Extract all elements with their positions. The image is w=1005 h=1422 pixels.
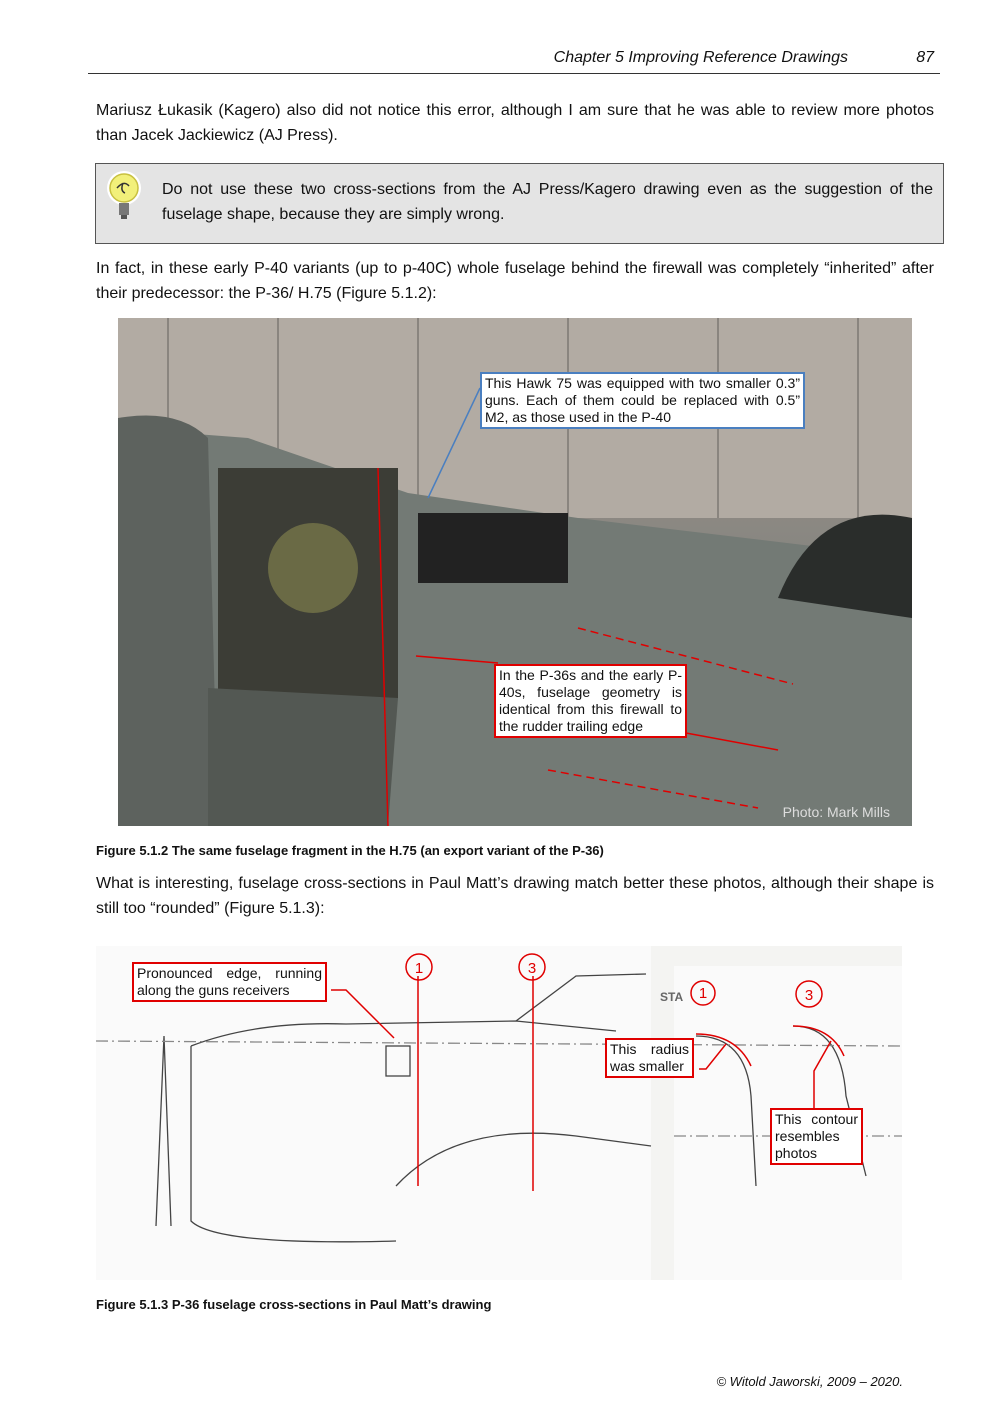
paragraph: What is interesting, fuselage cross-sections in Paul Matt’s drawing match better these photos, although their shape is still too “rounded” (Figure 5.1.3):: [96, 875, 934, 917]
photo-credit: Photo: Mark Mills: [782, 804, 890, 820]
copyright-footer: © Witold Jaworski, 2009 – 2020.: [716, 1374, 903, 1389]
section-marker: 3: [527, 960, 537, 977]
chapter-title: Chapter 5 Improving Reference Drawings: [553, 49, 848, 66]
section-marker: 1: [414, 960, 424, 977]
tip-box: [95, 163, 944, 244]
figure-caption: Figure 5.1.2 The same fuselage fragment in the H.75 (an export variant of the P-36): [96, 843, 604, 858]
lightbulb-icon: [104, 170, 144, 226]
paragraph: Mariusz Łukasik (Kagero) also did not notice this error, although I am sure that he was able to review more photos than Jacek Jackiewicz (AJ Press).: [96, 102, 934, 144]
page-number: 87: [916, 49, 934, 66]
section-marker: 3: [804, 987, 814, 1004]
page-header: [88, 48, 940, 74]
annotation-edge: Pronounced edge, running along the guns receivers: [132, 962, 327, 1002]
annotation-contour: This contour resembles photos: [770, 1108, 863, 1165]
figure-drawing: [96, 946, 902, 1280]
section-marker: 1: [698, 985, 708, 1002]
annotation-guns: This Hawk 75 was equipped with two smaller 0.3” guns. Each of them could be replaced with 0.5” M2, as those used in the P-40: [480, 372, 805, 429]
paragraph: In fact, in these early P-40 variants (up to p-40C) whole fuselage behind the firewall was completely “inherited” after their predecessor: the P-36/ H.75 (Figure 5.1.2):: [96, 260, 934, 302]
station-label: STA: [660, 990, 684, 1004]
figure-photo: [118, 318, 912, 826]
figure-caption: Figure 5.1.3 P-36 fuselage cross-sections in Paul Matt’s drawing: [96, 1297, 492, 1312]
tip-text: Do not use these two cross-sections from the AJ Press/Kagero drawing even as the suggestion of the fuselage shape, because they are simply wrong.: [162, 181, 933, 223]
annotation-radius: This radius was smaller: [605, 1038, 694, 1078]
annotation-firewall: In the P-36s and the early P-40s, fuselage geometry is identical from this firewall to the rudder trailing edge: [494, 664, 687, 738]
